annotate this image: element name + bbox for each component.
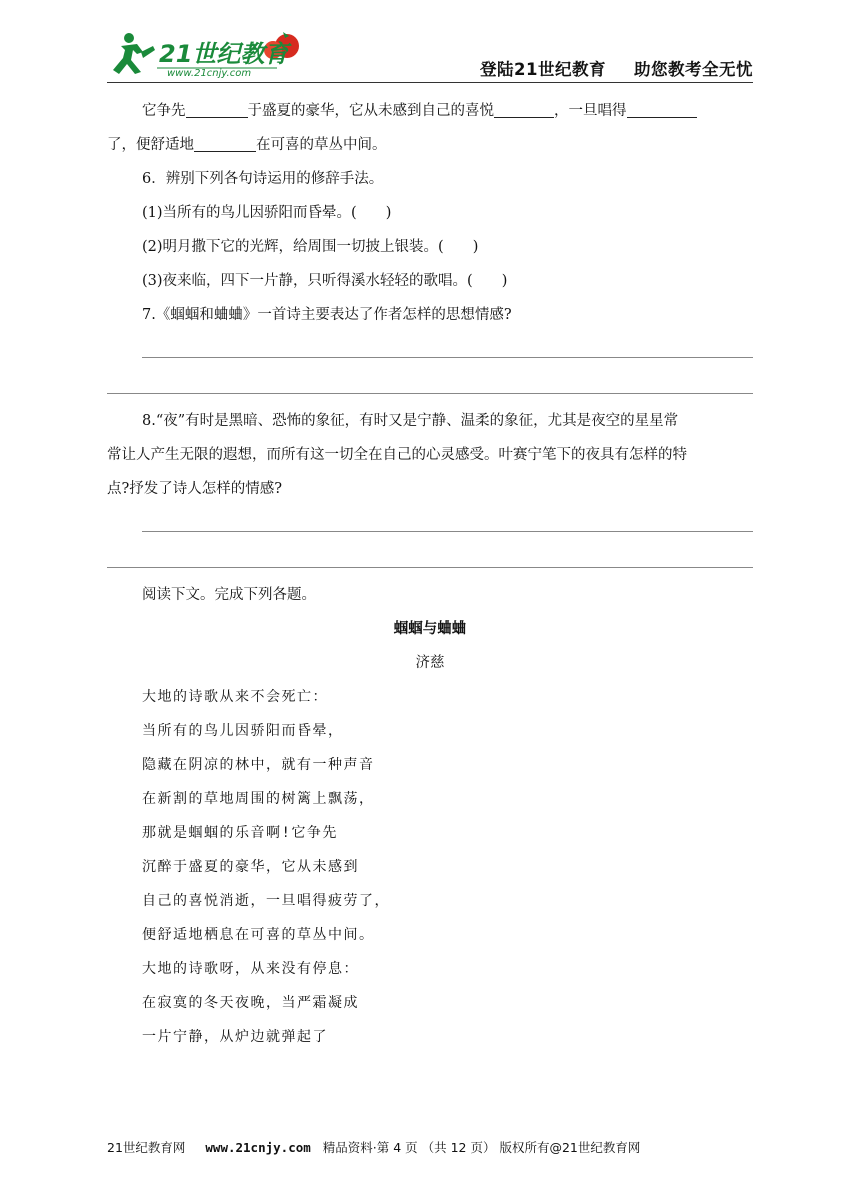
poem-author: 济慈	[415, 655, 445, 671]
poem-line: 在新割的草地周围的树篱上飘荡，	[142, 791, 375, 807]
answer-line[interactable]	[107, 506, 753, 542]
question-6: 6．辨别下列各句诗运用的修辞手法。	[142, 171, 384, 187]
logo-text: 21世纪教育	[159, 40, 289, 68]
poem-line: 那就是蝈蝈的乐音啊!它争先	[142, 825, 338, 841]
poem-line: 自己的喜悦消逝，一旦唱得疲劳了，	[142, 893, 390, 909]
blank-field[interactable]	[627, 101, 697, 118]
header-slogan	[480, 56, 753, 80]
fill-blank-line-1	[107, 94, 753, 128]
poem-title: 蝈蝈与蛐蛐	[393, 621, 467, 637]
footer-info: 精品资料·第 4 页 （共 12 页） 版权所有@21世纪教育网	[322, 1140, 641, 1155]
question-7: 7.《蝈蝈和蛐蛐》一首诗主要表达了作者怎样的思想情感?	[142, 307, 512, 323]
question-6-item-3: (3)夜来临，四下一片静，只听得溪水轻轻的歌唱。( )	[142, 273, 508, 289]
poem-line: 隐藏在阴凉的林中，就有一种声音	[142, 757, 375, 773]
poem-line: 便舒适地栖息在可喜的草丛中间。	[142, 927, 375, 943]
fill-text: 了，便舒适地	[107, 137, 194, 153]
blank-field[interactable]	[186, 101, 248, 118]
question-8-line-3: 点?抒发了诗人怎样的情感?	[107, 481, 283, 497]
poem-line: 在寂寞的冬天夜晚，当严霜凝成	[142, 995, 359, 1011]
site-logo	[107, 28, 307, 80]
fill-text: 于盛夏的豪华，它从未感到自己的喜悦	[247, 103, 494, 119]
header-divider	[107, 82, 753, 83]
reading-instructions: 阅读下文。完成下列各题。	[142, 587, 316, 603]
poem-line: 当所有的鸟儿因骄阳而昏晕，	[142, 723, 344, 739]
poem-line: 大地的诗歌从来不会死亡：	[142, 689, 328, 705]
logo-url: www.21cnjy.com	[167, 68, 252, 79]
page-content	[107, 94, 753, 1054]
question-8-line-1: 8.“夜”有时是黑暗、恐怖的象征，有时又是宁静、温柔的象征，尤其是夜空的星星常	[142, 413, 679, 429]
page-footer	[107, 1138, 753, 1156]
fill-text: 它争先	[142, 103, 186, 119]
blank-field[interactable]	[194, 135, 256, 152]
header-login-text: 登陆21世纪教育	[480, 60, 606, 79]
answer-line[interactable]	[107, 368, 753, 404]
question-6-item-1: (1)当所有的鸟儿因骄阳而昏晕。( )	[142, 205, 392, 221]
answer-line[interactable]	[107, 542, 753, 578]
page-header	[107, 22, 753, 82]
fill-text: ，一旦唱得	[554, 103, 627, 119]
poem-line: 一片宁静，从炉边就弹起了	[142, 1029, 328, 1045]
poem-line: 沉醉于盛夏的豪华，它从未感到	[142, 859, 359, 875]
footer-url[interactable]: www.21cnjy.com	[205, 1140, 311, 1155]
question-6-item-2: (2)明月撒下它的光辉，给周围一切披上银装。( )	[142, 239, 479, 255]
answer-line[interactable]	[107, 332, 753, 368]
blank-field[interactable]	[494, 101, 554, 118]
fill-blank-line-2	[107, 128, 753, 162]
fill-text: 在可喜的草丛中间。	[256, 137, 387, 153]
footer-site: 21世纪教育网	[107, 1140, 186, 1155]
poem-line: 大地的诗歌呀，从来没有停息：	[142, 961, 359, 977]
header-motto-text: 助您教考全无忧	[634, 60, 753, 79]
question-8-line-2: 常让人产生无限的遐想，而所有这一切全在自己的心灵感受。叶赛宁笔下的夜具有怎样的特	[107, 447, 687, 463]
